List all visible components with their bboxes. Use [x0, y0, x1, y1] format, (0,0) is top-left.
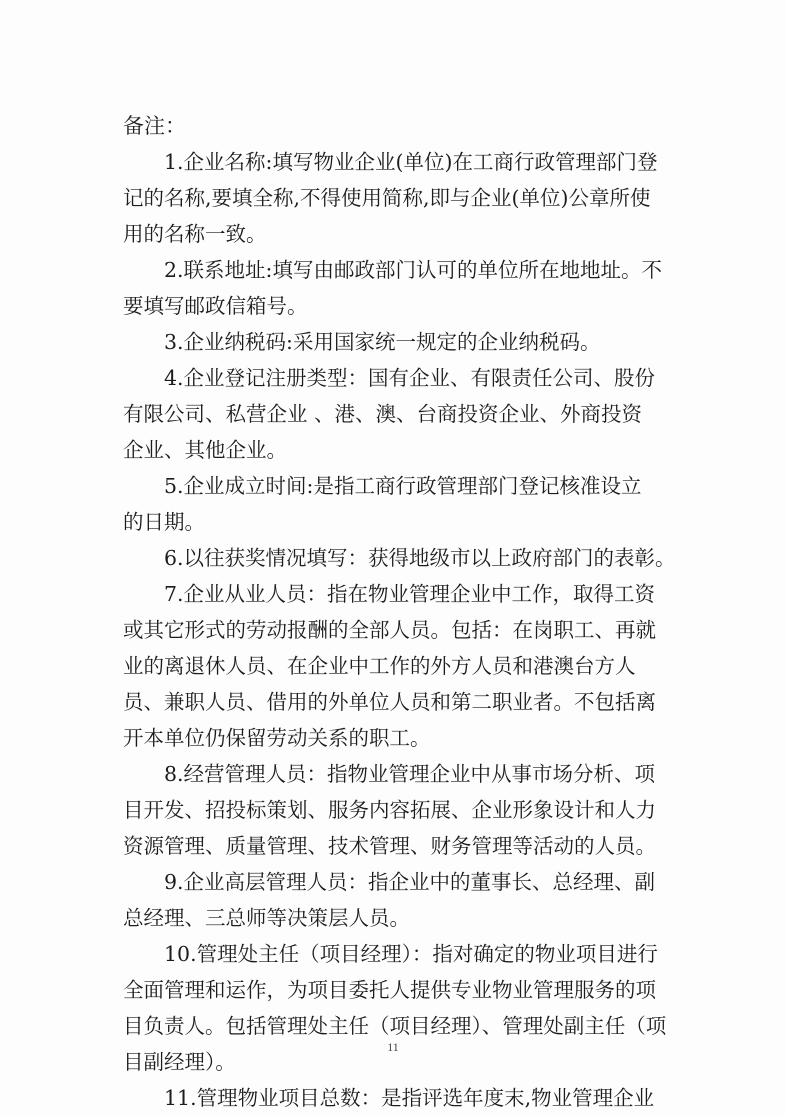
note-line: 全面管理和运作，为项目委托人提供专业物业管理服务的项	[123, 978, 656, 1002]
note-line: 记的名称,要填全称,不得使用简称,即与企业(单位)公章所使	[123, 186, 651, 210]
note-line: 6.以往获奖情况填写：获得地级市以上政府部门的表彰。	[164, 546, 676, 570]
note-line: 总经理、三总师等决策层人员。	[123, 906, 410, 930]
note-line: 4.企业登记注册类型：国有企业、有限责任公司、股份	[164, 366, 656, 390]
note-line: 员、兼职人员、借用的外单位人员和第二职业者。不包括离	[123, 690, 656, 714]
note-line: 目副经理）。	[123, 1050, 236, 1074]
notes-heading: 备注：	[123, 114, 186, 138]
note-line: 业的离退休人员、在企业中工作的外方人员和港澳台方人	[123, 654, 636, 678]
note-line: 2.联系地址:填写由邮政部门认可的单位所在地地址。不	[164, 258, 662, 282]
note-item	[123, 360, 683, 468]
note-item	[123, 1080, 683, 1116]
notes-list	[123, 144, 683, 1116]
note-item	[123, 540, 683, 576]
note-item	[123, 864, 683, 936]
note-line: 或其它形式的劳动报酬的全部人员。包括：在岗职工、再就	[123, 618, 656, 642]
note-line: 资源管理、质量管理、技术管理、财务管理等活动的人员。	[123, 834, 656, 858]
note-item	[123, 756, 683, 864]
note-line: 9.企业高层管理人员：指企业中的董事长、总经理、副	[164, 870, 656, 894]
note-line: 5.企业成立时间:是指工商行政管理部门登记核准设立	[164, 474, 642, 498]
note-item	[123, 252, 683, 324]
note-line: 7.企业从业人员：指在物业管理企业中工作，取得工资	[164, 582, 656, 606]
note-line: 用的名称一致。	[123, 222, 267, 246]
note-item	[123, 936, 683, 1080]
note-line: 有限公司、私营企业 、港、澳、台商投资企业、外商投资	[123, 402, 643, 426]
note-item	[123, 576, 683, 756]
note-line: 3.企业纳税码:采用国家统一规定的企业纳税码。	[164, 330, 601, 354]
note-item	[123, 144, 683, 252]
note-line: 的日期。	[123, 510, 205, 534]
note-line: 目开发、招投标策划、服务内容拓展、企业形象设计和人力	[123, 798, 656, 822]
note-line: 8.经营管理人员：指物业管理企业中从事市场分析、项	[164, 762, 656, 786]
note-line: 1.企业名称:填写物业企业(单位)在工商行政管理部门登	[164, 150, 658, 174]
note-line: 要填写邮政信箱号。	[123, 294, 308, 318]
note-line: 11.管理物业项目总数：是指评选年度末,物业管理企业	[164, 1086, 655, 1110]
page-number: 11	[387, 1040, 399, 1054]
notes-section	[123, 108, 683, 1116]
note-line: 10.管理处主任（项目经理）：指对确定的物业项目进行	[164, 942, 658, 966]
note-item	[123, 324, 683, 360]
note-line: 目负责人。包括管理处主任（项目经理）、管理处副主任（项	[123, 1014, 667, 1038]
note-item	[123, 468, 683, 540]
note-line: 开本单位仍保留劳动关系的职工。	[123, 726, 431, 750]
note-line: 企业、其他企业。	[123, 438, 287, 462]
